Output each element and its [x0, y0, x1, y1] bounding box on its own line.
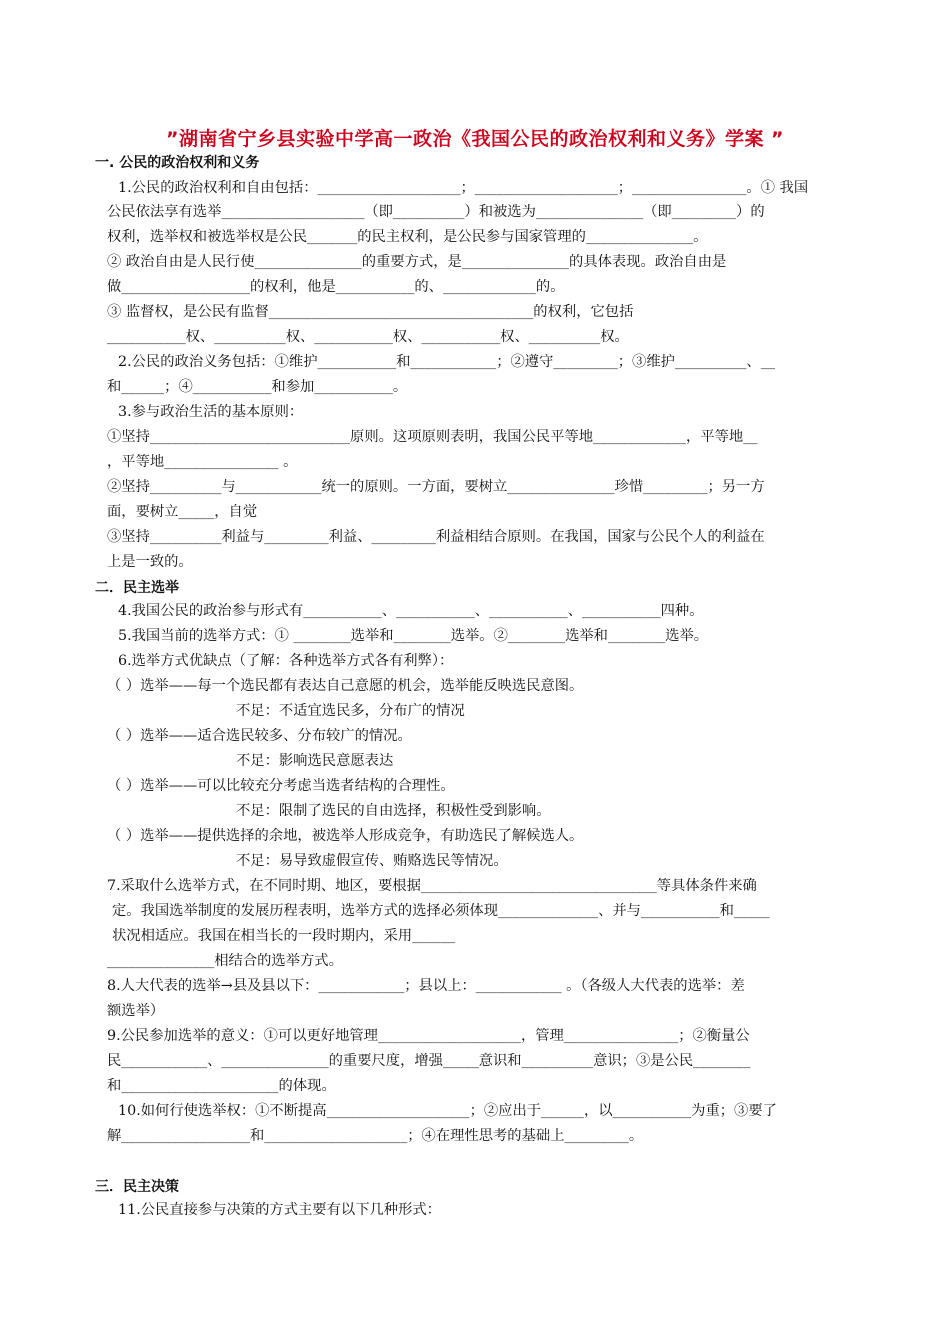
page-title: ”湖南省宁乡县实验中学高一政治《我国公民的政治权利和义务》学案 ”	[165, 128, 785, 150]
text-line: 4.我国公民的政治参与形式有___________、___________、___________、___________四种。	[118, 603, 704, 619]
text-line: ，平等地________________ 。	[107, 454, 298, 470]
text-line: （ ）选举——可以比较充分考虑当选者结构的合理性。	[107, 778, 455, 794]
text-line: 1.公民的政治权利和自由包括：____________________；____________________；________________。① 我国	[118, 180, 809, 196]
text-line: 不足：易导致虚假宣传、贿赂选民等情况。	[236, 853, 508, 869]
text-line: （ ）选举——适合选民较多、分布较广的情况。	[107, 728, 412, 744]
text-line: 8.人大代表的选举→县及县以下：____________；县以上：____________ 。（各级人大代表的选举：差	[107, 978, 745, 994]
text-line: 5.我国当前的选举方式：① ________选举和________选举。②________选举和________选举。	[118, 628, 709, 644]
text-line: 不足：限制了选民的自由选择，积极性受到影响。	[236, 803, 551, 819]
section-heading-3: 三．民主决策	[95, 1179, 179, 1195]
section-heading-2: 二．民主选举	[95, 580, 179, 596]
text-line: 公民依法享有选举____________________（即__________）和被选为_______________（即_________）的	[107, 204, 765, 220]
text-line: 11.公民直接参与决策的方式主要有以下几种形式：	[118, 1202, 441, 1218]
text-line: 不足：影响选民意愿表达	[236, 753, 394, 769]
text-line: ①坚持____________________________原则。这项原则表明，我国公民平等地_____________，平等地__	[107, 429, 758, 445]
text-line: 做__________________的权利，他是___________的、_____________的。	[107, 279, 565, 295]
text-line: （ ）选举——每一个选民都有表达自己意愿的机会，选举能反映选民意图。	[107, 678, 584, 694]
text-line: 民____________、_______________的重要尺度，增强_____意识和__________意识；③是公民________	[107, 1053, 751, 1069]
text-line: ③ 监督权，是公民有监督_____________________________________的权利，它包括	[107, 304, 634, 320]
text-line: _______________相结合的选举方式。	[107, 953, 343, 969]
text-line: 10.如何行使选举权：①不断提高____________________；②应出于______，以___________为重；③要了	[118, 1103, 777, 1119]
text-line: ② 政治自由是人民行使_______________的重要方式，是_______________的具体表现。政治自由是	[107, 254, 727, 270]
text-line: 状况相适应。我国在相当长的一段时期内，采用______	[112, 928, 456, 944]
text-line: 额选举）	[107, 1003, 165, 1019]
text-line: ③坚持__________利益与_________利益、_________利益相结合原则。在我国，国家与公民个人的利益在	[107, 529, 765, 545]
text-line: 9.公民参加选举的意义：①可以更好地管理____________________，管理________________；②衡量公	[107, 1028, 750, 1044]
text-line: 权利，选举权和被选举权是公民_______的民主权利，是公民参与国家管理的_______________。	[107, 229, 708, 245]
text-line: 面，要树立_____，自觉	[107, 504, 258, 520]
text-line: ___________权、__________权、___________权、___________权、__________权。	[107, 329, 629, 345]
text-line: 3.参与政治生活的基本原则：	[118, 404, 304, 420]
text-line: 和______________________的体现。	[107, 1078, 336, 1094]
text-line: 6.选举方式优缺点（了解：各种选举方式各有利弊）：	[118, 653, 454, 669]
text-line: （ ）选举——提供选择的余地，被选举人形成竞争，有助选民了解候选人。	[107, 828, 584, 844]
text-line: 2.公民的政治义务包括：①维护___________和____________；②遵守_________；③维护__________、__	[118, 354, 775, 370]
text-line: 上是一致的。	[107, 554, 193, 570]
text-line: 7.采取什么选举方式，在不同时期、地区，要根据_________________________________等具体条件来确	[107, 878, 757, 894]
text-line: 和______；④___________和参加___________。	[107, 379, 408, 395]
text-line: 定。我国选举制度的发展历程表明，选举方式的选择必须体现______________、并与___________和_____	[112, 903, 770, 919]
text-line: 不足：不适宜选民多，分布广的情况	[236, 703, 465, 719]
text-line: 解__________________和____________________；④在理性思考的基础上_________。	[107, 1128, 644, 1144]
text-line: ②坚持__________与____________统一的原则。一方面，要树立_______________珍惜_________；另一方	[107, 479, 765, 495]
section-heading-1: 一. 公民的政治权利和义务	[95, 155, 260, 171]
